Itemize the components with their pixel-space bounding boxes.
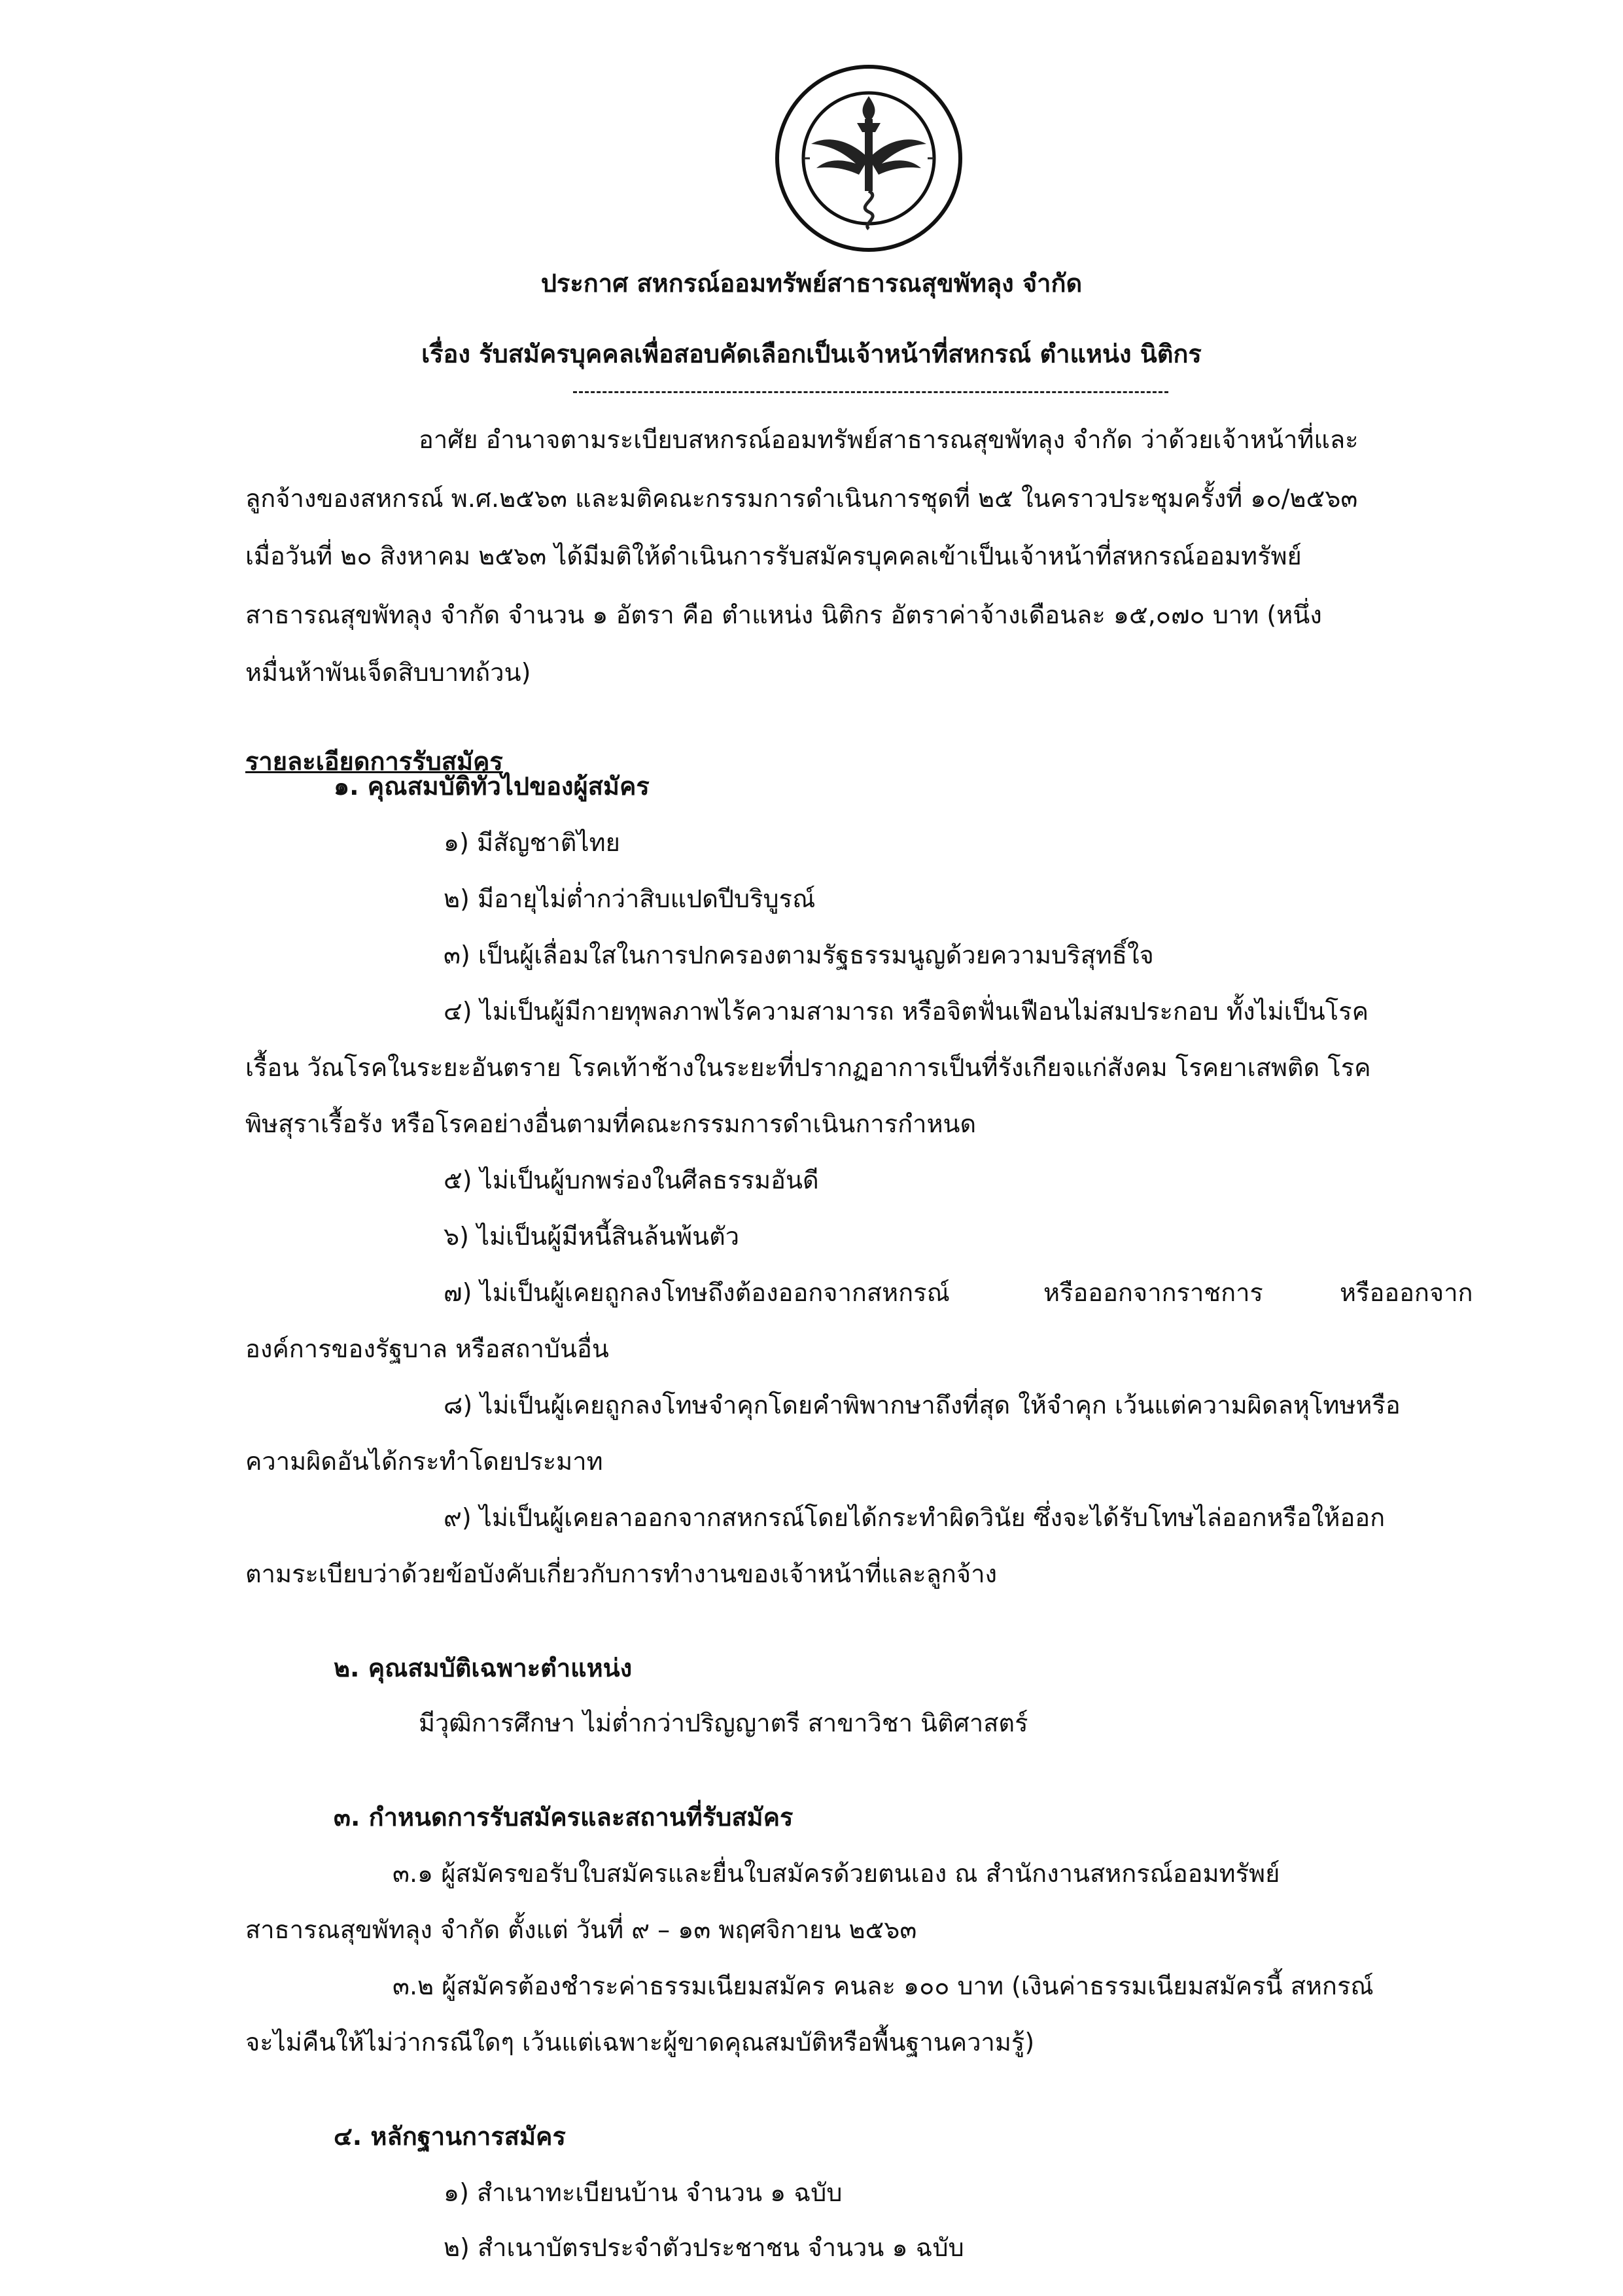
intro-line: อาศัย อำนาจตามระเบียบสหกรณ์ออมทรัพย์สาธารณสุขพัทลุง จำกัด ว่าด้วยเจ้าหน้าที่และ	[419, 425, 1359, 454]
list-item-cont: พิษสุราเรื้อรัง หรือโรคอย่างอื่นตามที่คณะกรรมการดำเนินการกำหนด	[245, 1109, 977, 1138]
list-item: ๑) สำเนาทะเบียนบ้าน จำนวน ๑ ฉบับ	[444, 2178, 843, 2207]
list-item: ๖) ไม่เป็นผู้มีหนี้สินล้นพ้นตัว	[444, 1222, 740, 1251]
list-item-cont: เรื้อน วัณโรคในระยะอันตราย โรคเท้าช้างในระยะที่ปรากฏอาการเป็นที่รังเกียจแก่สังคม โรคยาเสพติด โรค	[245, 1053, 1371, 1082]
list-item: ๕) ไม่เป็นผู้บกพร่องในศีลธรรมอันดี	[444, 1166, 819, 1194]
section-1-heading: ๑. คุณสมบัติทั่วไปของผู้สมัคร	[334, 772, 650, 801]
list-item: ๗) ไม่เป็นผู้เคยถูกลงโทษถึงต้องออกจากสหกรณ์	[444, 1278, 950, 1307]
announcement-title: ประกาศ สหกรณ์ออมทรัพย์สาธารณสุขพัทลุง จำกัด	[540, 269, 1083, 298]
list-item-cont: องค์การของรัฐบาล หรือสถาบันอื่น	[245, 1334, 609, 1363]
intro-line: สาธารณสุขพัทลุง จำกัด จำนวน ๑ อัตรา คือ ตำแหน่ง นิติกร อัตราค่าจ้างเดือนละ ๑๕,๐๗๐ บาท (หนึ่ง	[245, 600, 1322, 629]
section-3-heading: ๓. กำหนดการรับสมัครและสถานที่รับสมัคร	[334, 1803, 794, 1832]
paragraph-line: สาธารณสุขพัทลุง จำกัด ตั้งแต่ วันที่ ๙ – ๑๓ พฤศจิกายน ๒๕๖๓	[245, 1915, 917, 1944]
section-2-text: มีวุฒิการศึกษา ไม่ต่ำกว่าปริญญาตรี สาขาวิชา นิติศาสตร์	[419, 1709, 1028, 1737]
paragraph-line: ๓.๒ ผู้สมัครต้องชำระค่าธรรมเนียมสมัคร คนละ ๑๐๐ บาท (เงินค่าธรรมเนียมสมัครนี้ สหกรณ์	[393, 1972, 1374, 2000]
intro-line: ลูกจ้างของสหกรณ์ พ.ศ.๒๕๖๓ และมติคณะกรรมการดำเนินการชุดที่ ๒๕ ในคราวประชุมครั้งที่ ๑๐/๒๕๖๓	[245, 484, 1358, 513]
paragraph-line: จะไม่คืนให้ไม่ว่ากรณีใดๆ เว้นแต่เฉพาะผู้ขาดคุณสมบัติหรือพื้นฐานความรู้)	[245, 2028, 1035, 2057]
paragraph-line: ๓.๑ ผู้สมัครขอรับใบสมัครและยื่นใบสมัครด้วยตนเอง ณ สำนักงานสหกรณ์ออมทรัพย์	[393, 1859, 1280, 1888]
details-heading: รายละเอียดการรับสมัคร	[245, 747, 503, 776]
list-item: ๒) มีอายุไม่ต่ำกว่าสิบแปดปีบริบูรณ์	[444, 884, 816, 913]
announcement-subject: เรื่อง รับสมัครบุคคลเพื่อสอบคัดเลือกเป็นเจ้าหน้าที่สหกรณ์ ตำแหน่ง นิติกร	[421, 339, 1202, 368]
list-item: ๘) ไม่เป็นผู้เคยถูกลงโทษจำคุกโดยคำพิพากษาถึงที่สุด ให้จำคุก เว้นแต่ความผิดลหุโทษหรือ	[444, 1391, 1401, 1419]
list-item-part: หรือออกจากราชการ	[1043, 1278, 1263, 1307]
intro-line: เมื่อวันที่ ๒๐ สิงหาคม ๒๕๖๓ ได้มีมติให้ดำเนินการรับสมัครบุคคลเข้าเป็นเจ้าหน้าที่สหกรณ์ออมทรัพย์	[245, 542, 1302, 570]
list-item: ๙) ไม่เป็นผู้เคยลาออกจากสหกรณ์โดยได้กระทำผิดวินัย ซึ่งจะได้รับโทษไล่ออกหรือให้ออก	[444, 1503, 1386, 1532]
divider	[573, 391, 1168, 393]
list-item: ๒) สำเนาบัตรประจำตัวประชาชน จำนวน ๑ ฉบับ	[444, 2233, 964, 2262]
intro-line: หมื่นห้าพันเจ็ดสิบบาทถ้วน)	[245, 658, 531, 687]
section-4-heading: ๔. หลักฐานการสมัคร	[334, 2122, 566, 2151]
seal-icon	[771, 60, 967, 256]
section-2-heading: ๒. คุณสมบัติเฉพาะตำแหน่ง	[334, 1654, 633, 1682]
list-item-part: หรือออกจาก	[1340, 1278, 1473, 1307]
list-item: ๔) ไม่เป็นผู้มีกายทุพลภาพไร้ความสามารถ หรือจิตฟั่นเฟือนไม่สมประกอบ ทั้งไม่เป็นโรค	[444, 997, 1369, 1026]
list-item: ๑) มีสัญชาติไทย	[444, 828, 620, 857]
list-item-cont: ความผิดอันได้กระทำโดยประมาท	[245, 1447, 603, 1476]
list-item: ๓) เป็นผู้เลื่อมใสในการปกครองตามรัฐธรรมนูญด้วยความบริสุทธิ์ใจ	[444, 941, 1154, 969]
list-item-cont: ตามระเบียบว่าด้วยข้อบังคับเกี่ยวกับการทำงานของเจ้าหน้าที่และลูกจ้าง	[245, 1559, 998, 1588]
